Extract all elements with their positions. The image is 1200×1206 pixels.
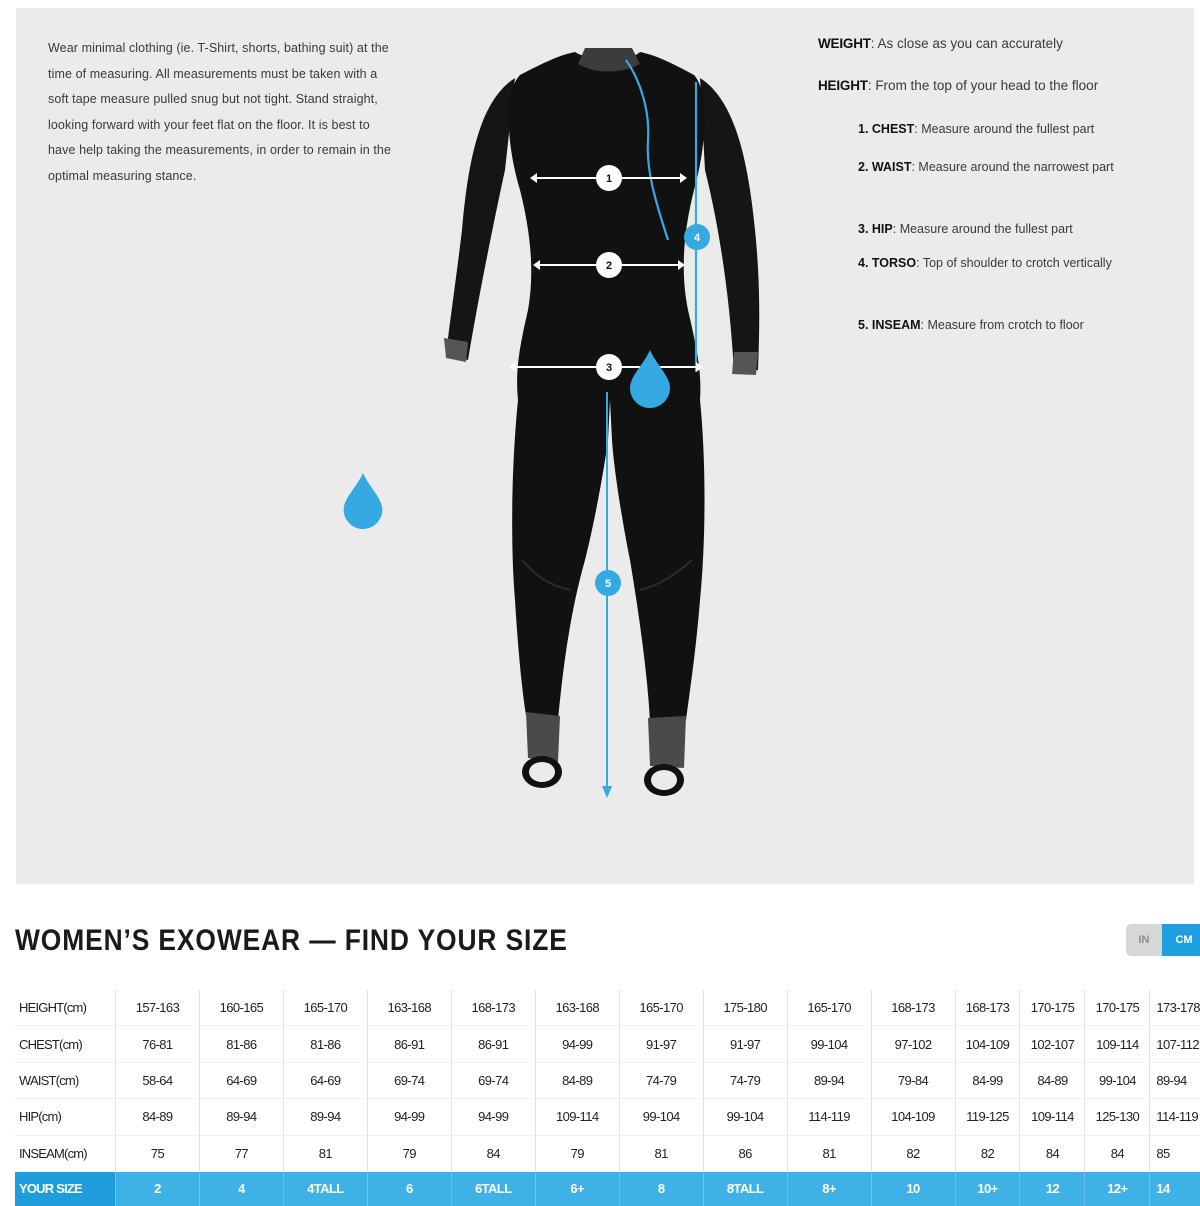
size-cell[interactable]: 6TALL [451,1171,535,1206]
table-cell: 86-91 [367,1026,451,1062]
torso-definition: 4. TORSO: Top of shoulder to crotch vertically [858,256,1112,270]
size-cell[interactable]: 6+ [535,1171,619,1206]
inseam-marker [595,570,621,596]
table-cell: 168-173 [955,990,1020,1026]
table-cell: 125-130 [1085,1099,1150,1135]
table-row [15,1135,1200,1171]
table-row [15,990,1200,1026]
table-cell: 89-94 [283,1099,367,1135]
size-cell[interactable]: 12+ [1085,1171,1150,1206]
your-size-row [15,1171,1200,1206]
chest-marker [596,165,622,191]
table-cell: 94-99 [535,1026,619,1062]
table-cell: 163-168 [535,990,619,1026]
size-cell[interactable]: 12 [1020,1171,1085,1206]
table-cell: 77 [199,1135,283,1171]
table-cell: 69-74 [367,1062,451,1098]
table-cell: 170-175 [1085,990,1150,1026]
svg-text:4: 4 [693,232,701,244]
torso-marker [684,224,710,250]
row-label: HIP(cm) [15,1099,115,1135]
wetsuit-figure [400,30,800,810]
table-cell: 170-175 [1020,990,1085,1026]
table-cell: 109-114 [1085,1026,1150,1062]
table-cell: 82 [955,1135,1020,1171]
size-cell[interactable]: 2 [115,1171,199,1206]
table-row [15,1062,1200,1098]
row-label: CHEST(cm) [15,1026,115,1062]
size-cell[interactable]: 8 [619,1171,703,1206]
table-cell: 163-168 [367,990,451,1026]
table-cell: 85 [1150,1135,1200,1171]
table-cell: 119-125 [955,1099,1020,1135]
inseam-definition: 5. INSEAM: Measure from crotch to floor [858,318,1084,332]
table-cell: 107-112 [1150,1026,1200,1062]
table-cell: 104-109 [955,1026,1020,1062]
table-cell: 99-104 [787,1026,871,1062]
size-cell[interactable]: 4 [199,1171,283,1206]
table-cell: 157-163 [115,990,199,1026]
size-cell[interactable]: 14 [1150,1171,1200,1206]
waist-marker [596,252,622,278]
table-cell: 81-86 [283,1026,367,1062]
table-cell: 86 [703,1135,787,1171]
table-cell: 64-69 [199,1062,283,1098]
table-cell: 84 [1085,1135,1150,1171]
table-cell: 81 [283,1135,367,1171]
table-cell: 91-97 [703,1026,787,1062]
size-cell[interactable]: 8+ [787,1171,871,1206]
table-cell: 75 [115,1135,199,1171]
table-cell: 114-119 [787,1099,871,1135]
table-cell: 104-109 [871,1099,955,1135]
table-row [15,1026,1200,1062]
table-cell: 89-94 [787,1062,871,1098]
page-title: WOMEN’S EXOWEAR — FIND YOUR SIZE [15,924,568,957]
table-cell: 84-99 [955,1062,1020,1098]
table-cell: 84-89 [535,1062,619,1098]
table-cell: 165-170 [787,990,871,1026]
table-cell: 94-99 [367,1099,451,1135]
size-chart-table [15,990,1200,1206]
row-label: YOUR SIZE [15,1171,115,1206]
table-cell: 168-173 [871,990,955,1026]
table-cell: 86-91 [451,1026,535,1062]
table-cell: 81 [787,1135,871,1171]
table-cell: 79 [367,1135,451,1171]
water-drop-icon [630,350,670,408]
table-cell: 99-104 [703,1099,787,1135]
row-label: HEIGHT(cm) [15,990,115,1026]
hip-definition: 3. HIP: Measure around the fullest part [858,222,1073,236]
table-cell: 74-79 [703,1062,787,1098]
table-cell: 175-180 [703,990,787,1026]
chest-definition: 1. CHEST: Measure around the fullest part [858,122,1095,136]
row-label: WAIST(cm) [15,1062,115,1098]
table-cell: 173-178 [1150,990,1200,1026]
table-row [15,1099,1200,1135]
table-cell: 79-84 [871,1062,955,1098]
measuring-instructions: Wear minimal clothing (ie. T-Shirt, shorts, bathing suit) at the time of measuring. All measurements must be taken with a soft tape measure pulled snug but not tight. Stand straight, looking forward with your feet flat on the floor. It is best to have help taking the measurements, in order to remain in the optimal measuring stance. [48,41,391,183]
unit-toggle[interactable] [1126,924,1200,956]
table-cell: 58-64 [115,1062,199,1098]
table-cell: 97-102 [871,1026,955,1062]
table-cell: 91-97 [619,1026,703,1062]
svg-text:3: 3 [605,362,613,374]
table-cell: 84 [1020,1135,1085,1171]
table-cell: 81-86 [199,1026,283,1062]
table-cell: 69-74 [451,1062,535,1098]
table-cell: 99-104 [619,1099,703,1135]
table-cell: 165-170 [619,990,703,1026]
table-cell: 84-89 [1020,1062,1085,1098]
table-cell: 99-104 [1085,1062,1150,1098]
table-cell: 168-173 [451,990,535,1026]
size-cell[interactable]: 6 [367,1171,451,1206]
table-cell: 76-81 [115,1026,199,1062]
size-cell[interactable]: 8TALL [703,1171,787,1206]
table-cell: 102-107 [1020,1026,1085,1062]
waist-definition: 2. WAIST: Measure around the narrowest part [858,160,1114,174]
table-cell: 89-94 [199,1099,283,1135]
table-cell: 109-114 [1020,1099,1085,1135]
unit-inches-option[interactable]: IN [1126,924,1162,956]
hip-marker [596,354,622,380]
table-cell: 94-99 [451,1099,535,1135]
table-cell: 74-79 [619,1062,703,1098]
row-label: INSEAM(cm) [15,1135,115,1171]
weight-note: WEIGHT: As close as you can accurately [818,36,1063,51]
height-note: HEIGHT: From the top of your head to the floor [818,78,1099,93]
svg-text:1: 1 [605,173,613,185]
size-cell[interactable]: 10+ [955,1171,1020,1206]
table-cell: 82 [871,1135,955,1171]
table-cell: 89-94 [1150,1062,1200,1098]
table-cell: 160-165 [199,990,283,1026]
water-drop-icon [342,473,384,529]
unit-cm-option[interactable]: CM [1162,924,1200,956]
table-cell: 165-170 [283,990,367,1026]
svg-text:2: 2 [605,260,613,272]
size-cell[interactable]: 4TALL [283,1171,367,1206]
table-cell: 79 [535,1135,619,1171]
table-cell: 84 [451,1135,535,1171]
table-cell: 109-114 [535,1099,619,1135]
size-cell[interactable]: 10 [871,1171,955,1206]
table-cell: 64-69 [283,1062,367,1098]
table-cell: 114-119 [1150,1099,1200,1135]
table-cell: 81 [619,1135,703,1171]
svg-text:5: 5 [604,578,612,590]
table-cell: 84-89 [115,1099,199,1135]
